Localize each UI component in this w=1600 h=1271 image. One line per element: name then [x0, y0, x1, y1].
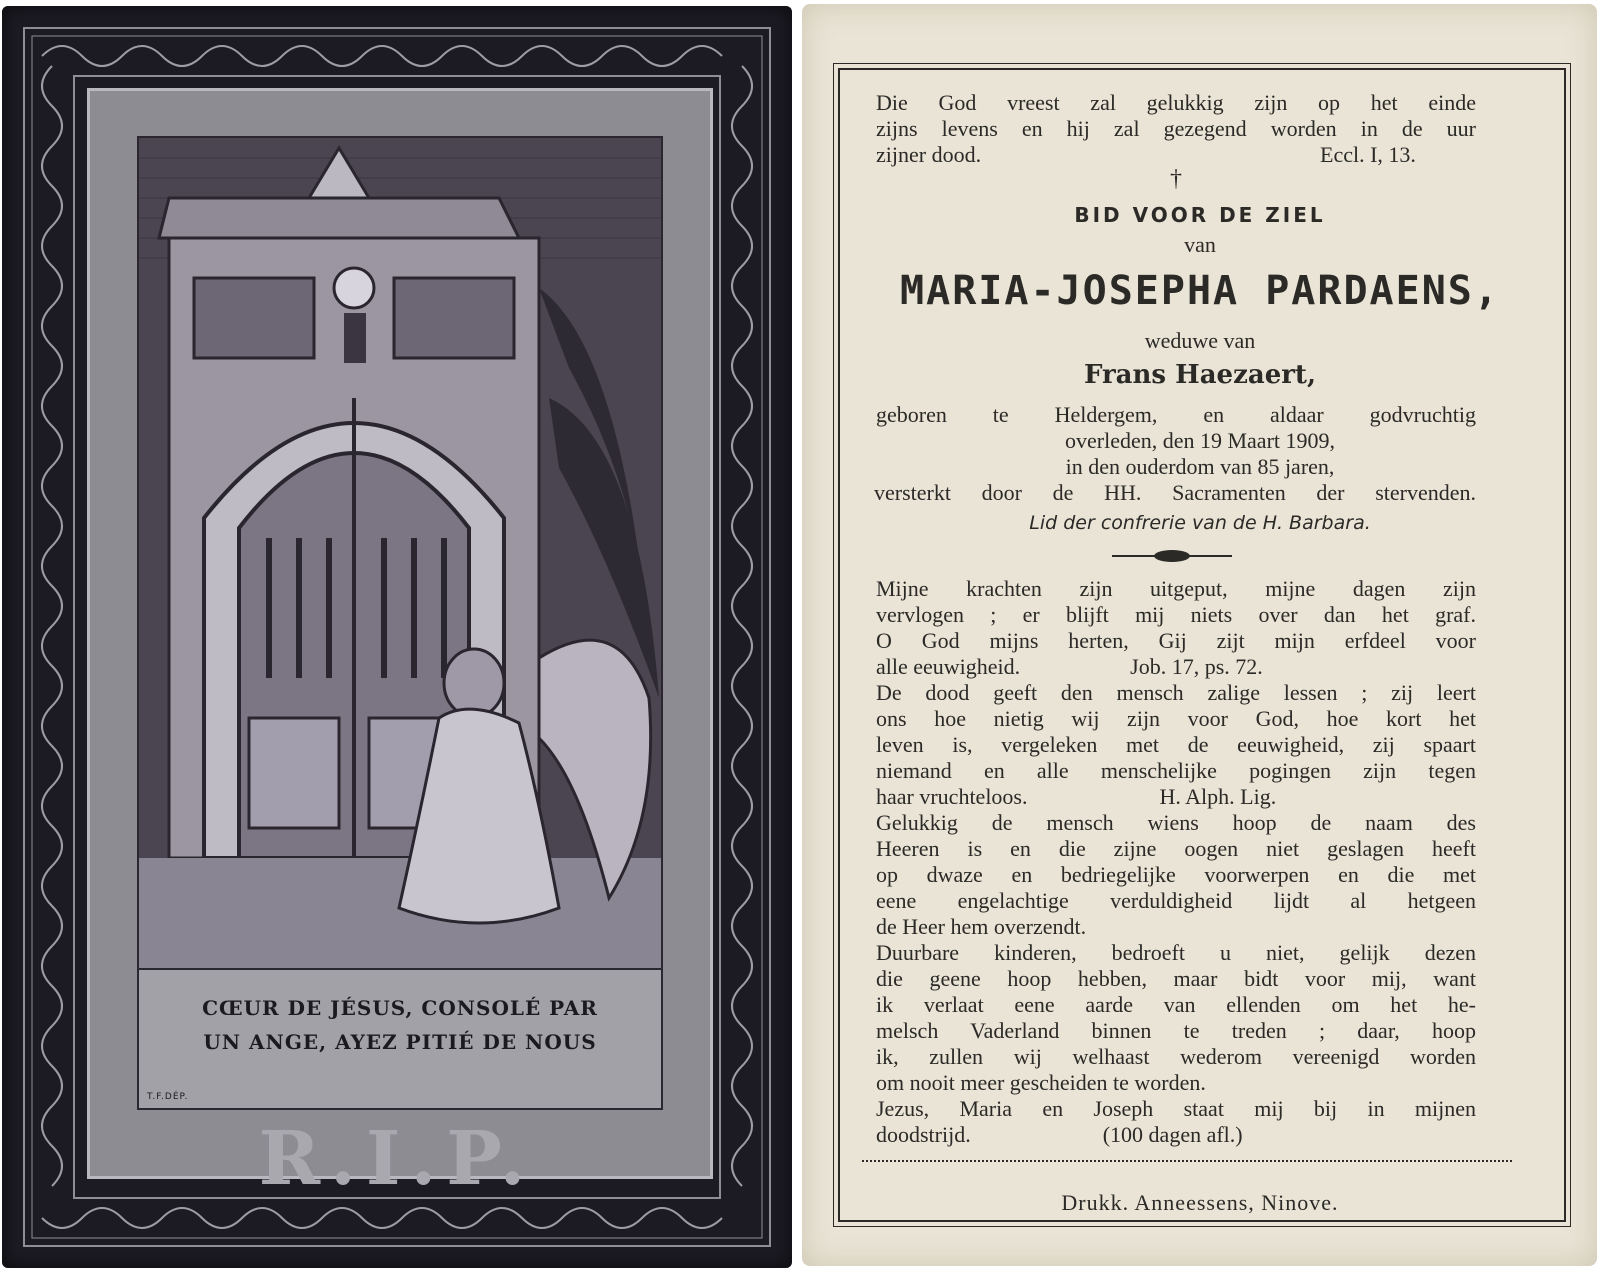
caption-line-2: UN ANGE, AYEZ PITIÉ DE NOUS	[203, 1030, 597, 1054]
van-label: van	[1184, 232, 1216, 257]
body-line: alle eeuwigheid. Job. 17, ps. 72.	[876, 654, 1263, 679]
engraving-angel-at-door	[137, 136, 663, 970]
body-line: Gelukkig de mensch wiens hoop de naam des	[876, 810, 1476, 835]
detail-sacraments: versterkt door de HH. Sacramenten der stervenden.	[874, 480, 1476, 505]
memorial-card-front	[2, 6, 792, 1268]
body-line: niemand en alle menschelijke pogingen zijn tegen	[876, 758, 1476, 783]
body-line: haar vruchteloos. H. Alph. Lig.	[876, 784, 1277, 809]
ornamental-divider	[1112, 548, 1232, 564]
body-line: Jezus, Maria en Joseph staat mij bij in mijnen	[876, 1096, 1476, 1121]
caption-box	[137, 968, 663, 1110]
membership: Lid der confrerie van de H. Barbara.	[1029, 512, 1371, 534]
body-line: ik, zullen wij welhaast wederom vereenigd worden	[876, 1044, 1476, 1069]
body-line: de Heer hem overzendt.	[876, 914, 1087, 939]
body-line: doodstrijd. (100 dagen afl.)	[876, 1122, 1243, 1147]
body-line: Mijne krachten zijn uitgeput, mijne dagen zijn	[876, 576, 1476, 601]
rip-inscription: R.I.P.	[258, 1116, 536, 1202]
dotted-rule	[862, 1160, 1512, 1162]
epigraph-source: Eccl. I, 13.	[1320, 142, 1416, 167]
cross-icon: †	[1170, 166, 1182, 192]
prayer-heading: BID VOOR DE ZIEL	[1074, 203, 1326, 227]
publisher-mark: T.F.DÉP.	[147, 1092, 189, 1102]
body-line: vervlogen ; er blijft mij niets over dan het graf.	[876, 602, 1476, 627]
body-line: leven is, vergeleken met de eeuwigheid, zij spaart	[876, 732, 1476, 757]
body-line: Duurbare kinderen, bedroeft u niet, gelijk dezen	[876, 940, 1476, 965]
deceased-name: MARIA-JOSEPHA PARDAENS,	[900, 268, 1500, 314]
body-line: O God mijns herten, Gij zijt mijn erfdeel voor	[876, 628, 1476, 653]
detail-age: in den ouderdom van 85 jaren,	[1065, 454, 1335, 479]
epigraph-line-1: Die God vreest zal gelukkig zijn op het einde	[876, 90, 1476, 115]
detail-death: overleden, den 19 Maart 1909,	[1064, 428, 1336, 453]
body-line: om nooit meer gescheiden te worden.	[876, 1070, 1206, 1095]
body-line: op dwaze en bedriegelijke voorwerpen en die met	[876, 862, 1476, 887]
body-line: eene engelachtige verduldigheid lijdt al hetgeen	[876, 888, 1476, 913]
body-line: die geene hoop hebben, maar bidt voor mij, want	[876, 966, 1476, 991]
detail-birth: geboren te Heldergem, en aldaar godvruchtig	[876, 402, 1476, 427]
epigraph-line-2: zijns levens en hij zal gezegend worden in de uur	[876, 116, 1476, 141]
printer-credit: Drukk. Anneessens, Ninove.	[1061, 1190, 1339, 1215]
body-line: De dood geeft den mensch zalige lessen ; zij leert	[876, 680, 1476, 705]
caption-line-1: CŒUR DE JÉSUS, CONSOLÉ PAR	[202, 996, 598, 1020]
body-line: ik verlaat eene aarde van ellenden om het he-	[876, 992, 1476, 1017]
epigraph-line-3: zijner dood.	[876, 142, 982, 167]
body-line: melsch Vaderland binnen te treden ; daar, hoop	[876, 1018, 1476, 1043]
widow-of-label: weduwe van	[1144, 328, 1256, 353]
spouse-name: Frans Haezaert,	[1083, 360, 1316, 390]
body-line: Heeren is en die zijne oogen niet geslagen heeft	[876, 836, 1476, 861]
body-line: ons hoe nietig wij zijn voor God, hoe kort het	[876, 706, 1476, 731]
